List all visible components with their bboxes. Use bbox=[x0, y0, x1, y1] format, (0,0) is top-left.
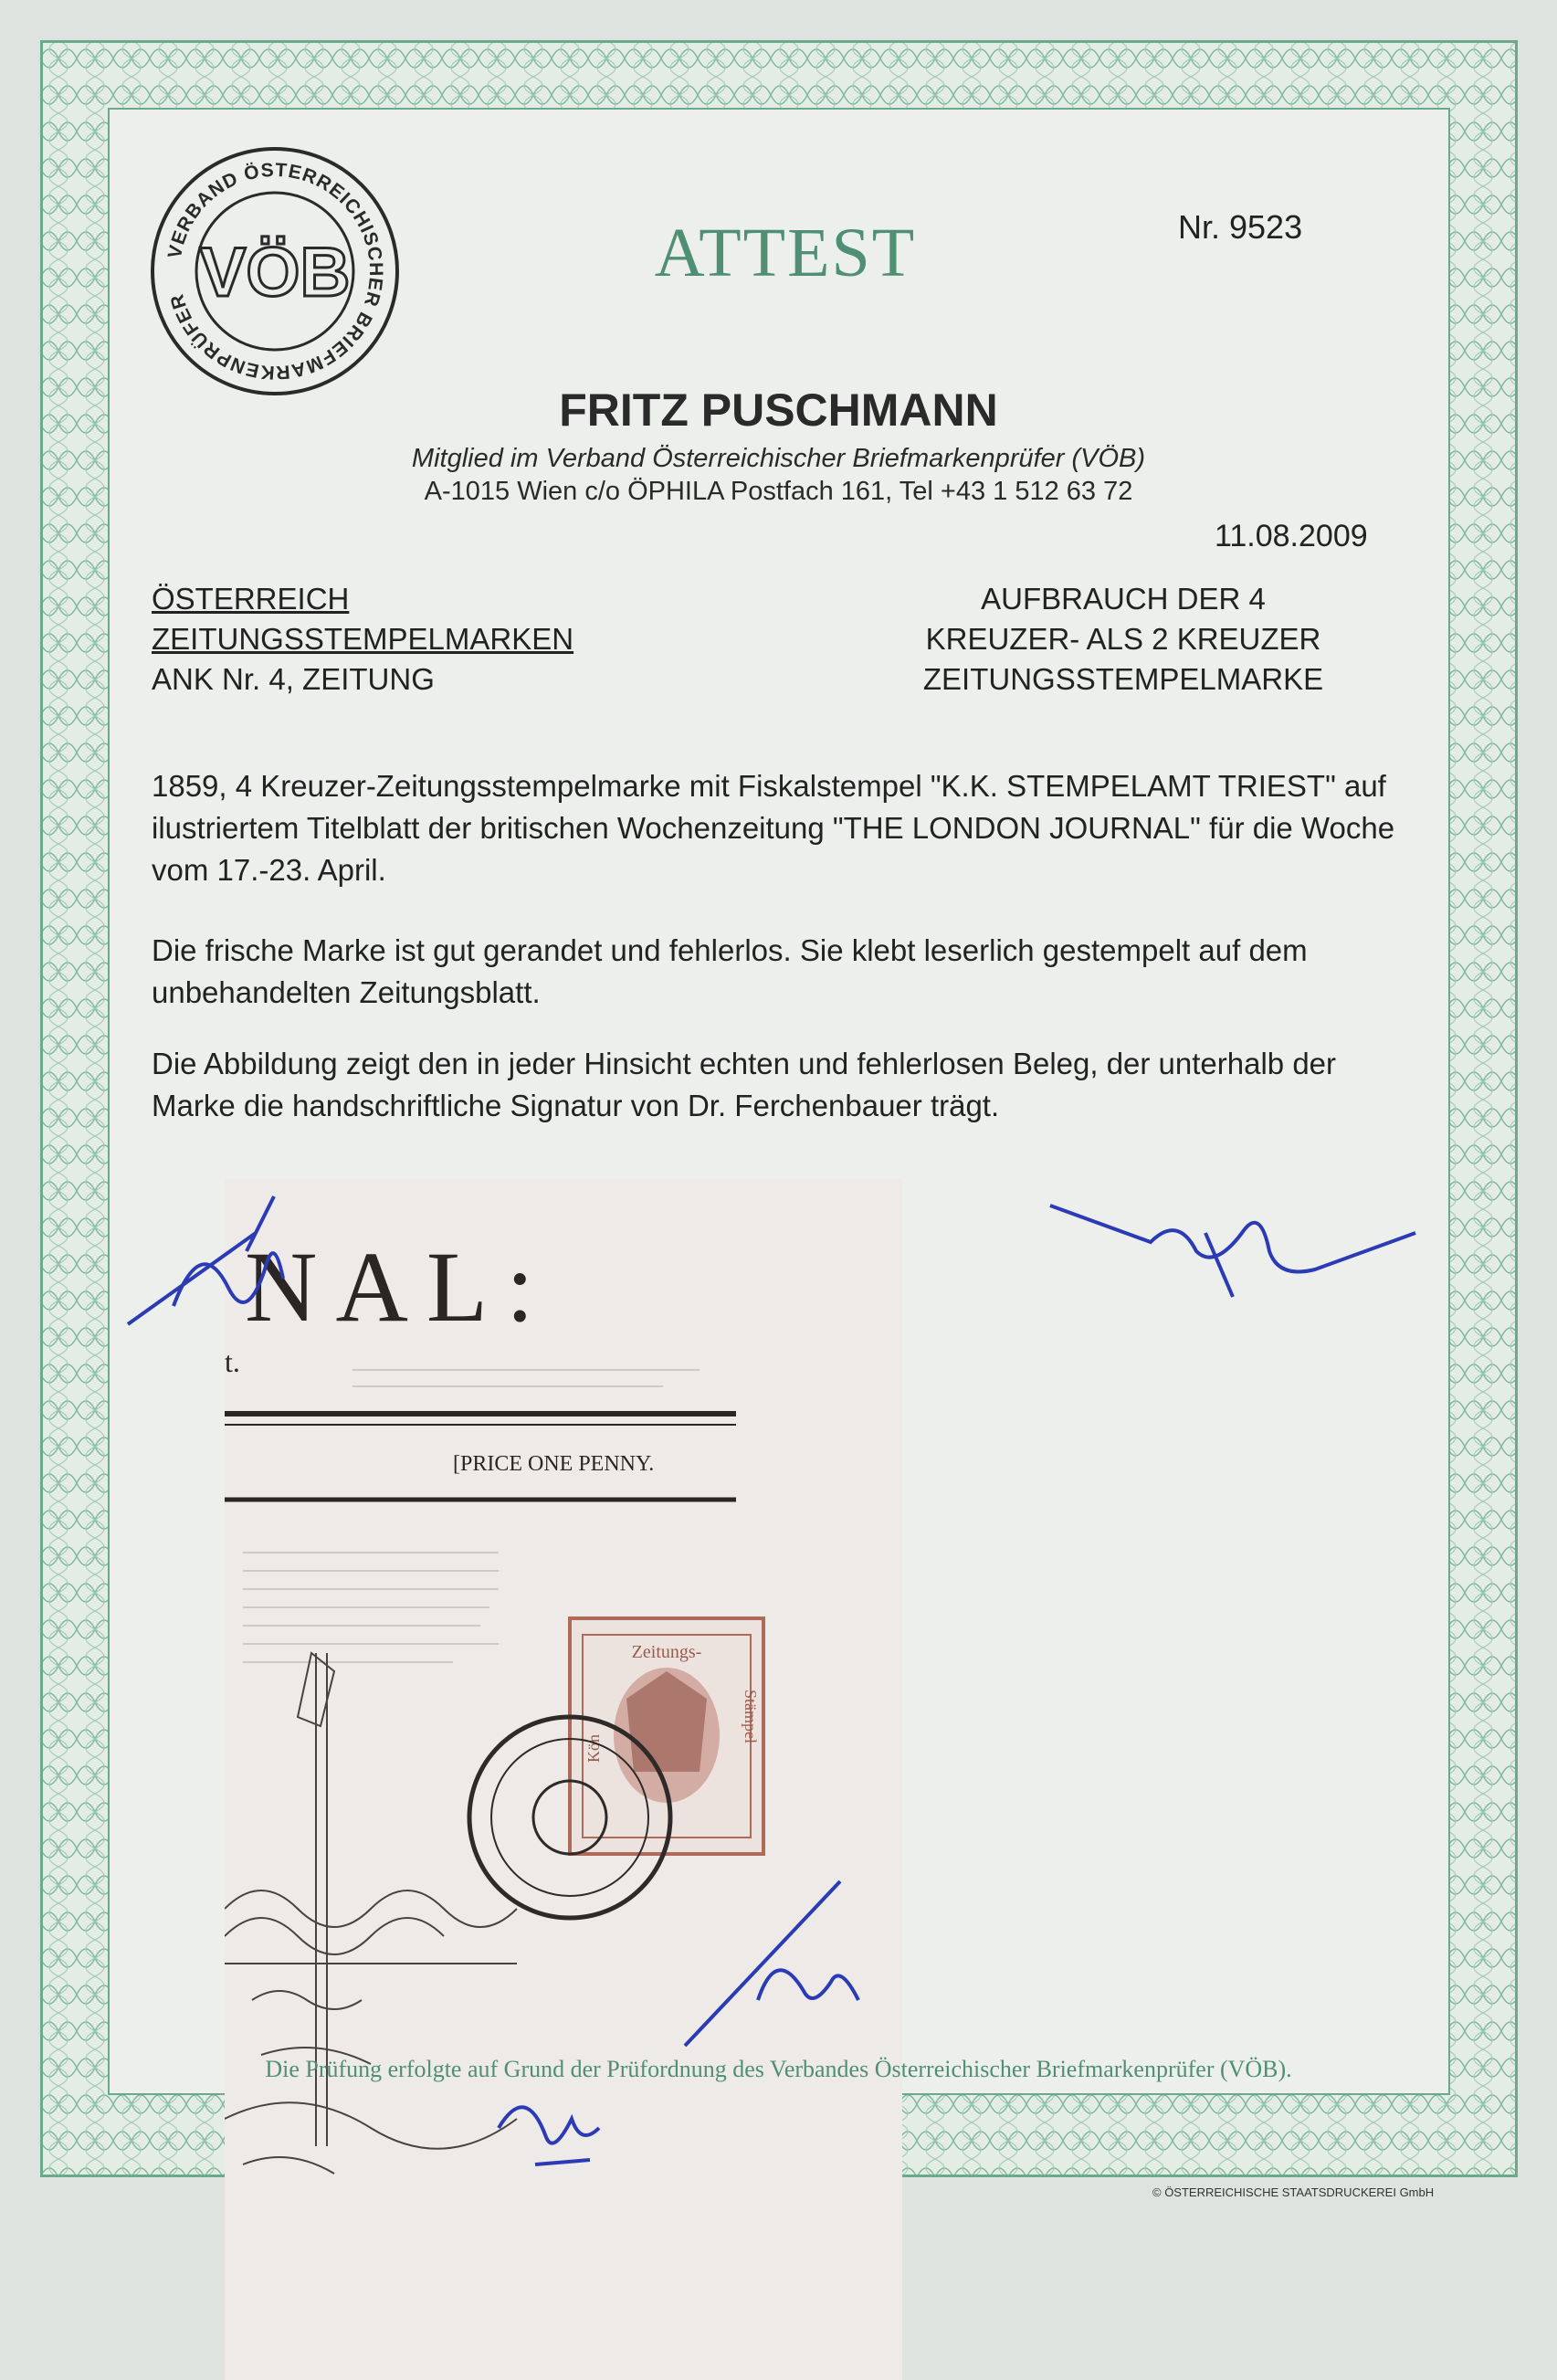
footer-note: Die Prüfung erfolgte auf Grund der Prüfordnung des Verbandes Österreichischer Briefmarkenprüfer (VÖB). bbox=[265, 2056, 1292, 2082]
condition-paragraph: Die frische Marke ist gut gerandet und fehlerlos. Sie klebt leserlich gestempelt auf dem unbehandelten Zeitungsblatt. bbox=[152, 933, 1308, 1009]
item-photograph bbox=[225, 1178, 902, 2380]
classification-category: ZEITUNGSSTEMPELMARKEN bbox=[152, 622, 574, 656]
examiner-membership: Mitglied im Verband Österreichischer Briefmarkenprüfer (VÖB) bbox=[411, 444, 1146, 473]
stamp-left-text: Kön bbox=[584, 1734, 603, 1763]
usage-line: ZEITUNGSSTEMPELMARKE bbox=[922, 662, 1324, 696]
examiner-signature-left bbox=[119, 1178, 393, 1343]
classification-catalog: ANK Nr. 4, ZEITUNG bbox=[152, 662, 435, 696]
zeitungsstempelmarke bbox=[570, 1618, 763, 1854]
usage-line: AUFBRAUCH DER 4 bbox=[981, 582, 1266, 616]
voeb-seal bbox=[148, 144, 402, 398]
classification-block bbox=[152, 579, 573, 700]
examiner-signature-bottom bbox=[676, 1872, 950, 2055]
examiner-name: FRITZ PUSCHMANN bbox=[559, 384, 998, 436]
certificate-date: 11.08.2009 bbox=[1215, 519, 1368, 553]
newspaper-clipping bbox=[225, 1178, 902, 2380]
stamp-top-text: Zeitungs- bbox=[631, 1642, 702, 1662]
seal-ring-text: VERBAND ÖSTERREICHISCHER BRIEFMARKENPRÜFER bbox=[163, 159, 387, 384]
usage-line: KREUZER- ALS 2 KREUZER bbox=[925, 622, 1321, 656]
masthead-text: NAL: bbox=[245, 1231, 552, 1343]
examiner-address: A-1015 Wien c/o ÖPHILA Postfach 161, Tel +43 1 512 63 72 bbox=[424, 477, 1133, 506]
usage-block bbox=[877, 579, 1370, 700]
printer-credit: © ÖSTERREICHISCHE STAATSDRUCKEREI GmbH bbox=[1152, 2185, 1435, 2199]
illustration-paragraph: Die Abbildung zeigt den in jeder Hinsicht echten und fehlerlosen Beleg, der unterhalb der Marke die handschriftliche Signatur von Dr. Ferchenbauer trägt. bbox=[152, 1047, 1337, 1122]
examiner-signature-right bbox=[1041, 1178, 1425, 1306]
price-text: [PRICE ONE PENNY. bbox=[453, 1452, 655, 1476]
stamp-right-text: Stämpel bbox=[742, 1690, 760, 1743]
seal-letters: VÖB bbox=[199, 234, 351, 311]
attest-title: ATTEST bbox=[654, 215, 917, 291]
classification-country: ÖSTERREICH bbox=[152, 582, 350, 616]
description-paragraph: 1859, 4 Kreuzer-Zeitungsstempelmarke mit Fiskalstempel "K.K. STEMPELAMT TRIEST" auf ilustriertem Titelblatt der britischen Wochenzeitung "THE LONDON JOURNAL" für die Woche vom 17.-23. April. bbox=[152, 769, 1395, 887]
certificate-number: Nr. 9523 bbox=[1178, 208, 1303, 246]
subhead-text: t. bbox=[225, 1345, 240, 1378]
